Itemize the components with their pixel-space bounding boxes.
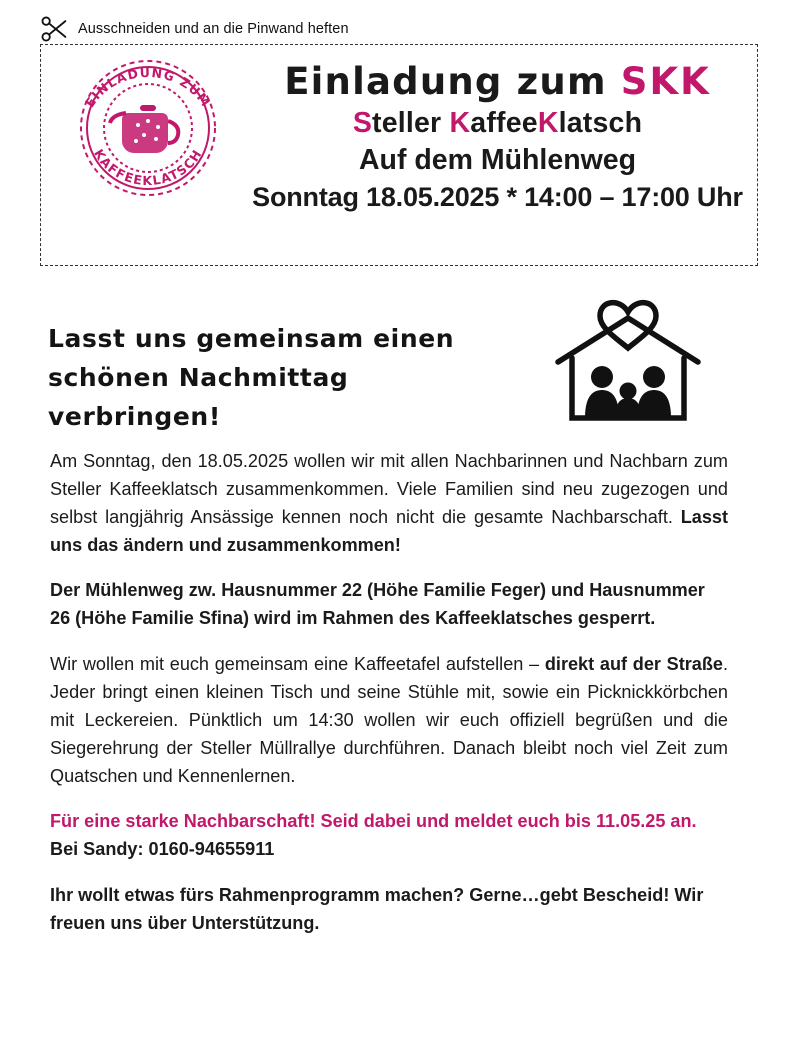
subtitle-part-5: latsch	[558, 106, 643, 139]
svg-text:EINLADUNG ZUM	[82, 65, 214, 110]
coffee-pot-stamp-icon	[59, 57, 237, 199]
invitation-subtitle	[246, 107, 749, 140]
invitation-box	[40, 44, 758, 266]
invitation-heading-block	[246, 60, 749, 213]
paragraph-1	[50, 448, 728, 559]
paragraph-3-bold: direkt auf der Straße	[544, 654, 723, 675]
invitation-title-accent: SKK	[620, 60, 711, 103]
subtitle-part-3: affee	[470, 106, 538, 139]
paragraph-3-text-a: Wir wollen mit euch gemeinsam eine Kaffeetafel aufstellen –	[50, 654, 545, 675]
invitation-title-prefix: Einladung zum	[284, 60, 621, 103]
paragraph-2: Der Mühlenweg zw. Hausnummer 22 (Höhe Familie Feger) und Hausnummer 26 (Höhe Familie Sfina) wird im Rahmen des Kaffeeklatsches gesperrt.	[50, 580, 705, 629]
slogan-line-2: schönen Nachmittag verbringen!	[48, 362, 349, 431]
slogan-line-1: Lasst uns gemeinsam einen	[48, 324, 455, 353]
paragraph-4-bold: Bei Sandy: 0160-94655911	[50, 839, 275, 860]
subtitle-part-1: teller	[372, 106, 450, 139]
stamp-bottom-text: KAFFEEKLATSCH	[91, 146, 205, 189]
invitation-title	[246, 60, 749, 103]
paragraph-5: Ihr wollt etwas fürs Rahmenprogramm machen? Gerne…gebt Bescheid! Wir freuen uns über Unterstützung.	[50, 885, 704, 934]
paragraph-3	[50, 651, 728, 790]
invitation-datetime: Sonntag 18.05.2025 * 14:00 – 17:00 Uhr	[252, 181, 743, 212]
paragraph-4-pink: Für eine starke Nachbarschaft! Seid dabei und meldet euch bis 11.05.25 an.	[50, 811, 697, 832]
body-copy	[50, 448, 728, 938]
family-house-heart-icon	[540, 278, 716, 434]
paragraph-1-text: Am Sonntag, den 18.05.2025 wollen wir mit allen Nachbarinnen und Nachbarn zum Steller Kaffeeklatsch zusammenkommen. Viele Familien sind neu zugezogen und selbst langjährig Ansässige kennen noch nicht die gesamte Nachbarschaft.	[50, 451, 728, 527]
paragraph-3-text-b: . Jeder bringt einen kleinen Tisch und seine Stühle mit, sowie ein Picknickkörbchen mit Leckereien. Pünktlich um 14:30 wollen wir euch offiziell begrüßen und die Siegerehrung der Steller Müllrallye durchführen. Danach bleibt noch viel Zeit zum Quatschen und Kennenlernen.	[50, 654, 729, 786]
slogan-block	[48, 320, 518, 436]
cut-line-label: Ausschneiden und an die Pinwand heften	[78, 21, 349, 37]
stamp-top-text: EINLADUNG ZUM	[81, 64, 214, 110]
paragraph-4	[50, 808, 728, 864]
subtitle-part-0: S	[352, 106, 373, 139]
scissors-icon	[40, 15, 68, 43]
paragraph-1-bold: Lasst uns das ändern und zusammenkommen!	[50, 506, 728, 555]
cut-line-header	[40, 14, 764, 44]
subtitle-part-4: K	[537, 106, 559, 139]
subtitle-part-2: K	[449, 106, 471, 139]
invitation-location: Auf dem Mühlenweg	[358, 143, 637, 176]
